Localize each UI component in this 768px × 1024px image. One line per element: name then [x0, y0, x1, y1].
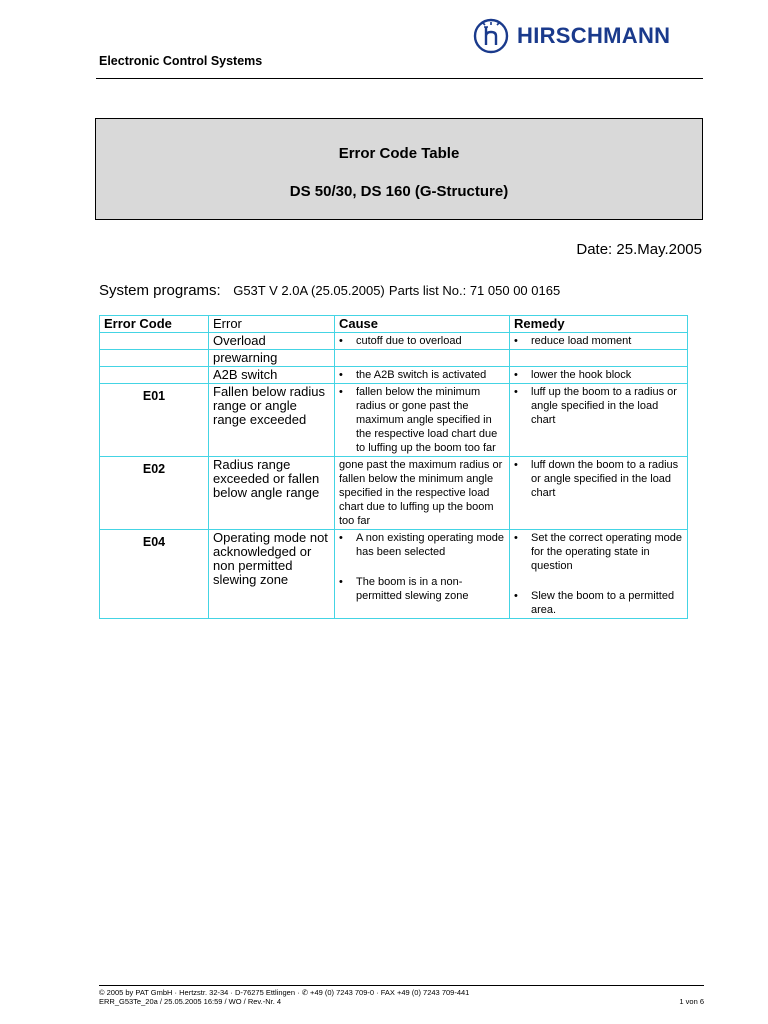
- header-error-code: Error Code: [100, 316, 209, 333]
- cause-cell: [335, 367, 510, 384]
- bullet-text: luff up the boom to a radius or angle specified in the load chart: [531, 386, 677, 426]
- bullet-item: [514, 334, 683, 348]
- system-programs-label: System programs:: [99, 282, 221, 299]
- table-row: [100, 333, 688, 350]
- bullet-item: [339, 385, 505, 455]
- parts-list-number: Parts list No.: 71 050 00 0165: [388, 283, 561, 298]
- bullet-dot-icon: •: [514, 335, 518, 347]
- department-label: Electronic Control Systems: [99, 54, 263, 68]
- bullet-item: [514, 531, 683, 573]
- footer-copyright: © 2005 by PAT GmbH · Hertzstr. 32-34 · D-76275 Ettlingen · ✆ +49 (0) 7243 709-0 · FAX +49 (0) 7243 709-441: [99, 988, 470, 997]
- header-remedy: Remedy: [510, 316, 688, 333]
- bullet-item: [339, 575, 505, 603]
- bullet-text: fallen below the minimum radius or gone past the maximum angle specified in the respective load chart due to luffing up the boom too far: [356, 386, 498, 454]
- error-code-cell: [100, 333, 209, 350]
- remedy-cell: [510, 384, 688, 457]
- document-title: Error Code Table: [338, 145, 460, 162]
- table-row: [100, 457, 688, 530]
- bullet-dot-icon: •: [339, 532, 343, 544]
- bullet-item: [339, 531, 505, 559]
- bullet-text: luff down the boom to a radius or angle specified in the load chart: [531, 459, 679, 499]
- bullet-dot-icon: •: [514, 532, 518, 544]
- footer-divider: [99, 985, 704, 986]
- error-description-cell: Operating mode not acknowledged or non permitted slewing zone: [209, 530, 335, 619]
- error-description-cell: prewarning: [209, 350, 335, 367]
- footer-document-id: ERR_G53Te_20a / 25.05.2005 16:59 / WO / Rev.-Nr. 4: [99, 997, 282, 1006]
- error-code-cell: [100, 367, 209, 384]
- error-description-cell: Radius range exceeded or fallen below angle range: [209, 457, 335, 530]
- bullet-dot-icon: •: [339, 386, 343, 398]
- brand-logo: [473, 18, 670, 54]
- error-code-cell: [100, 350, 209, 367]
- remedy-cell: [510, 457, 688, 530]
- bullet-text: A non existing operating mode has been selected: [356, 532, 504, 558]
- bullet-gap: [514, 573, 683, 589]
- system-programs-value: G53T V 2.0A (25.05.2005): [233, 283, 385, 298]
- bullet-text: lower the hook block: [531, 369, 632, 381]
- title-box: [95, 118, 703, 220]
- bullet-dot-icon: •: [339, 576, 343, 588]
- table-row: [100, 530, 688, 619]
- bullet-item: [514, 589, 683, 617]
- table-header-row: [100, 316, 688, 333]
- table-row: [100, 350, 688, 367]
- bullet-text: cutoff due to overload: [356, 335, 462, 347]
- bullet-item: [339, 368, 505, 382]
- table-row: [100, 367, 688, 384]
- error-code-cell: E04: [100, 530, 209, 619]
- bullet-dot-icon: •: [514, 590, 518, 602]
- bullet-dot-icon: •: [514, 386, 518, 398]
- bullet-dot-icon: •: [514, 459, 518, 471]
- error-description-cell: A2B switch: [209, 367, 335, 384]
- document-subtitle: DS 50/30, DS 160 (G-Structure): [289, 183, 509, 200]
- bullet-gap: [339, 559, 505, 575]
- cause-cell: [335, 530, 510, 619]
- header-error: Error: [209, 316, 335, 333]
- remedy-cell: [510, 350, 688, 367]
- bullet-item: [514, 368, 683, 382]
- bullet-dot-icon: •: [339, 335, 343, 347]
- error-code-cell: E02: [100, 457, 209, 530]
- bullet-text: Set the correct operating mode for the operating state in question: [531, 532, 683, 572]
- brand-name: HIRSCHMANN: [517, 23, 671, 48]
- document-date: Date: 25.May.2005: [576, 241, 702, 258]
- page-number: 1 von 6: [679, 997, 704, 1006]
- table-row: [100, 384, 688, 457]
- bullet-text: reduce load moment: [531, 335, 632, 347]
- remedy-cell: [510, 333, 688, 350]
- remedy-cell: [510, 367, 688, 384]
- hirschmann-logo-icon: [473, 18, 509, 54]
- bullet-text: The boom is in a non-permitted slewing zone: [356, 576, 469, 602]
- bullet-text: the A2B switch is activated: [356, 369, 487, 381]
- header-cause: Cause: [335, 316, 510, 333]
- bullet-item: [514, 458, 683, 500]
- cause-cell: gone past the maximum radius or fallen below the minimum angle specified in the respective load chart due to luffing up the boom too far: [335, 457, 510, 530]
- error-code-table: [99, 315, 688, 619]
- cause-cell: [335, 333, 510, 350]
- remedy-cell: [510, 530, 688, 619]
- cause-cell: [335, 350, 510, 367]
- bullet-item: [339, 334, 505, 348]
- bullet-text: Slew the boom to a permitted area.: [531, 590, 675, 616]
- error-description-cell: Overload: [209, 333, 335, 350]
- error-description-cell: Fallen below radius range or angle range exceeded: [209, 384, 335, 457]
- bullet-dot-icon: •: [339, 369, 343, 381]
- bullet-dot-icon: •: [514, 369, 518, 381]
- bullet-item: [514, 385, 683, 427]
- header-divider: [96, 78, 703, 79]
- error-code-cell: E01: [100, 384, 209, 457]
- system-programs-line: [99, 282, 560, 299]
- cause-cell: [335, 384, 510, 457]
